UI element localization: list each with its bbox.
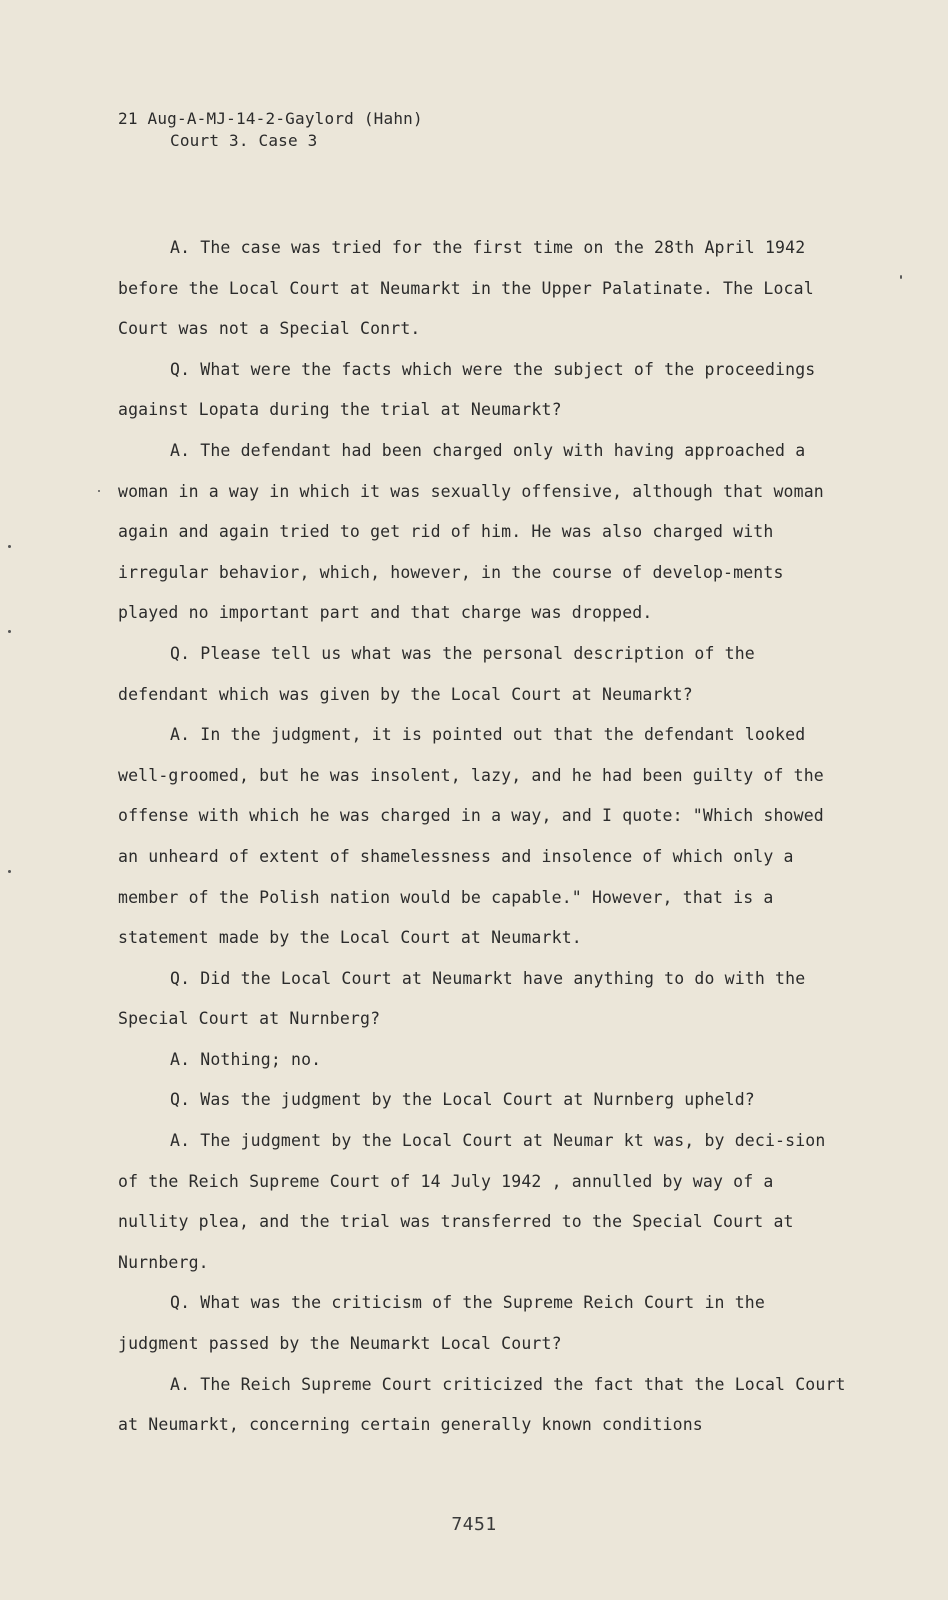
scan-speck bbox=[8, 545, 11, 548]
page-number: 7451 bbox=[451, 1514, 497, 1535]
answer-paragraph: A. The case was tried for the first time on the 28th April 1942 before the Local Court at Neumarkt in the Upper Palatinate. The Local Court was not a Special Conrt. bbox=[118, 238, 814, 339]
scan-speck bbox=[900, 275, 902, 279]
scan-speck bbox=[98, 490, 100, 492]
header-reference: 21 Aug-A-MJ-14-2-Gaylord (Hahn) bbox=[118, 109, 423, 128]
answer-paragraph: A. The Reich Supreme Court criticized the fact that the Local Court at Neumarkt, concerning certain generally known conditions bbox=[118, 1374, 846, 1435]
question-paragraph: Q. What were the facts which were the subject of the proceedings against Lopata during the trial at Neumarkt? bbox=[118, 359, 816, 420]
scan-speck bbox=[8, 870, 11, 873]
question-paragraph: Q. Please tell us what was the personal description of the defendant which was given by the Local Court at Neumarkt? bbox=[118, 643, 755, 704]
answer-paragraph: A. Nothing; no. bbox=[170, 1049, 322, 1069]
answer-paragraph: A. In the judgment, it is pointed out that the defendant looked well-groomed, but he was insolent, lazy, and he had been guilty of the offense with which he was charged in a way, and I quote: "Which showed an unheard of extent of shamelessness and insolence of which only a member of the Polish nation would be capable." However, that is a statement made by the Local Court at Neumarkt. bbox=[118, 725, 824, 948]
document-header bbox=[118, 108, 423, 152]
transcript-body bbox=[118, 228, 848, 1446]
scan-speck bbox=[8, 630, 11, 633]
answer-paragraph: A. The judgment by the Local Court at Neumar kt was, by deci-sion of the Reich Supreme Court of 14 July 1942 , annulled by way of a nullity plea, and the trial was transferred to the Special Court at Nurnberg. bbox=[118, 1131, 826, 1272]
question-paragraph: Q. What was the criticism of the Supreme Reich Court in the judgment passed by the Neumarkt Local Court? bbox=[118, 1293, 765, 1354]
header-court-case: Court 3. Case 3 bbox=[170, 131, 318, 150]
answer-paragraph: A. The defendant had been charged only with having approached a woman in a way in which it was sexually offensive, although that woman again and again tried to get rid of him. He was also charged with irregular behavior, which, however, in the course of develop-ments played no important part and that charge was dropped. bbox=[118, 440, 824, 623]
question-paragraph: Q. Was the judgment by the Local Court at Nurnberg upheld? bbox=[170, 1090, 755, 1110]
question-paragraph: Q. Did the Local Court at Neumarkt have anything to do with the Special Court at Nurnberg? bbox=[118, 968, 806, 1029]
